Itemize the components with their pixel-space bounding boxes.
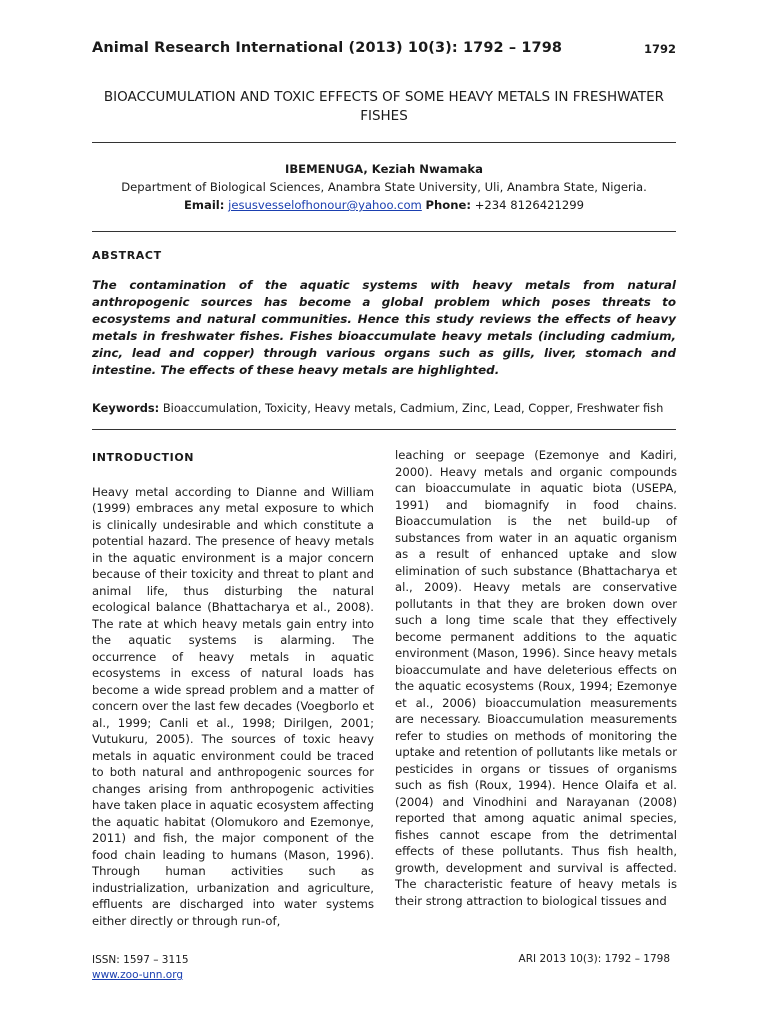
phone-label: Phone: xyxy=(425,198,472,212)
footer-citation: ARI 2013 10(3): 1792 – 1798 xyxy=(518,953,670,965)
footer-left xyxy=(92,953,189,983)
author-affiliation: Department of Biological Sciences, Anambra State University, Uli, Anambra State, Nigeria. xyxy=(121,180,647,194)
abstract-text: The contamination of the aquatic systems with heavy metals from natural anthropogenic sources has become a global problem which poses threats to ecosystems and natural communities. Hence this study reviews the effects of heavy metals in freshwater fishes. Fishes bioaccumulate heavy metals (including cadmium, zinc, lead and copper) through various organs such as gills, liver, stomach and intestine. The effects of these heavy metals are highlighted. xyxy=(92,278,676,377)
email-link[interactable]: jesusvesselofhonour@yahoo.com xyxy=(228,198,422,212)
divider-author xyxy=(92,231,676,232)
author-block xyxy=(92,160,676,214)
column-right xyxy=(395,447,677,909)
divider-keywords xyxy=(92,429,676,430)
phone-number: +234 8126421299 xyxy=(474,198,584,212)
keywords xyxy=(92,400,682,417)
issn: ISSN: 1597 – 3115 xyxy=(92,954,189,966)
author-name: IBEMENUGA, Keziah Nwamaka xyxy=(285,162,483,176)
keywords-label: Keywords: xyxy=(92,401,160,415)
introduction-paragraph-left: Heavy metal according to Dianne and William (1999) embraces any metal exposure to which is clinically undesirable and which constitute a potential hazard. The presence of heavy metals in the aquatic environment is a major concern because of their toxicity and threat to plant and animal life, thus disturbing the natural ecological balance (Bhattacharya et al., 2008). The rate at which heavy metals gain entry into the aquatic systems is alarming. The occurrence of heavy metals in aquatic ecosystems in excess of natural loads has become a wide spread problem and a matter of concern over the last few decades (Voegborlo et al., 1999; Canli et al., 1998; Dirilgen, 2001; Vutukuru, 2005). The sources of toxic heavy metals in aquatic environment could be traced to both natural and anthropogenic sources for changes arising from anthropogenic activities have taken place in aquatic ecosystem affecting the aquatic habitat (Olomukoro and Ezemonye, 2011) and fish, the major component of the food chain leading to humans (Mason, 1996). Through human activities such as industrialization, urbanization and agriculture, effluents are discharged into water systems either directly or through run-of, xyxy=(92,484,374,928)
contact-line xyxy=(92,196,676,214)
divider-title xyxy=(92,142,676,143)
website-link[interactable]: www.zoo-unn.org xyxy=(92,969,184,981)
page-number: 1792 xyxy=(643,42,676,56)
introduction-heading: INTRODUCTION xyxy=(92,451,195,464)
journal-citation: Animal Research International (2013) 10(3): 1792 – 1798 xyxy=(92,40,563,56)
running-header xyxy=(92,40,676,64)
introduction-paragraph-right: leaching or seepage (Ezemonye and Kadiri, 2000). Heavy metals and organic compounds can bioaccumulate in aquatic biota (USEPA, 1991) and biomagnify in food chains. Bioaccumulation is the net build-up of substances from water in an aquatic organism as a result of enhanced uptake and slow elimination of such substance (Bhattacharya et al., 2009). Heavy metals are conservative pollutants in that they are broken down over such a long time scale that they effectively become permanent additions to the aquatic environment (Mason, 1996). Since heavy metals bioaccumulate and have deleterious effects on the aquatic ecosystems (Roux, 1994; Ezemonye et al., 2006) bioaccumulation measurements are necessary. Bioaccumulation measurements refer to studies on methods of monitoring the uptake and retention of pollutants like metals or pesticides in organs or tissues of organisms such as fish (Roux, 1994). Hence Olaifa et al. (2004) and Vinodhini and Narayanan (2008) reported that among aquatic animal species, fishes cannot escape from the detrimental effects of these pollutants. Thus fish health, growth, development and survival is affected. The characteristic feature of heavy metals is their strong attraction to biological tissues and xyxy=(395,448,677,908)
paper-title: BIOACCUMULATION AND TOXIC EFFECTS OF SOME HEAVY METALS IN FRESHWATER FISHES xyxy=(103,89,665,124)
abstract-heading: ABSTRACT xyxy=(92,249,162,262)
email-label: Email: xyxy=(184,198,225,212)
column-left xyxy=(92,450,374,929)
keywords-list: Bioaccumulation, Toxicity, Heavy metals, Cadmium, Zinc, Lead, Copper, Freshwater fish xyxy=(162,401,664,415)
